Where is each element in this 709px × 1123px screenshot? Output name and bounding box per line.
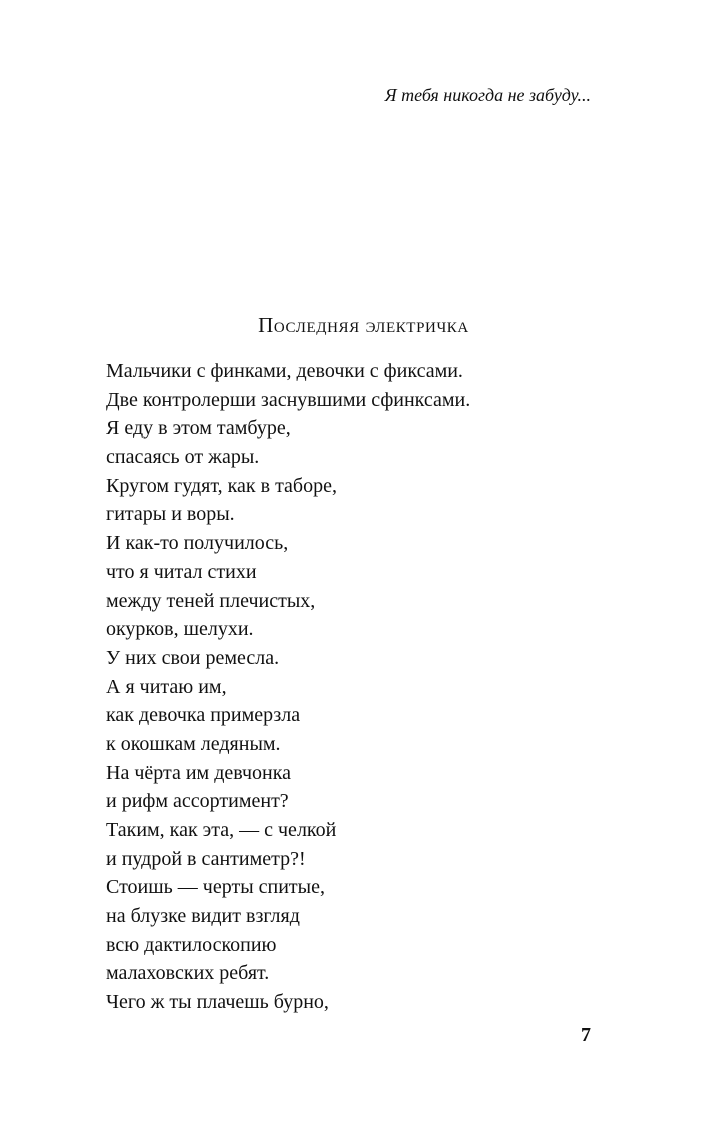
poem-line: А я читаю им, xyxy=(106,675,227,698)
poem-line: У них свои ремесла. xyxy=(106,646,280,669)
poem-line: Кругом гудят, как в таборе, xyxy=(106,474,337,497)
poem-line: между теней плечистых, xyxy=(106,589,316,612)
poem-line: Стоишь — черты спитые, xyxy=(106,876,325,899)
poem-line: малаховских ребят. xyxy=(106,962,270,985)
poem-line: и пудрой в сантиметр?! xyxy=(106,847,306,870)
poem-line: Мальчики с финками, девочки с фиксами. xyxy=(106,360,463,382)
poem-line: всю дактилоскопию xyxy=(106,933,277,956)
poem-line: И как-то получилось, xyxy=(106,532,289,555)
poem-line: Я еду в этом тамбуре, xyxy=(106,417,291,440)
poem-line: как девочка примерзла xyxy=(106,704,301,727)
poem-line: и рифм ассортимент? xyxy=(106,790,289,813)
poem-line: Таким, как эта, — с челкой xyxy=(106,819,337,841)
poem-line: гитары и воры. xyxy=(106,503,235,526)
poem-title: Последняя электричка xyxy=(258,313,469,337)
poem-line: спасаясь от жары. xyxy=(106,446,260,469)
poem-line: окурков, шелухи. xyxy=(106,618,254,641)
poem-line: Чего ж ты плачешь бурно, xyxy=(106,991,329,1014)
poem-line: к окошкам ледяным. xyxy=(106,732,281,755)
poem-line: на блузке видит взгляд xyxy=(106,905,300,928)
running-header: Я тебя никогда не забуду... xyxy=(384,85,591,105)
poem-line: На чёрта им девчонка xyxy=(106,761,291,784)
poem-line: Две контролерши заснувшими сфинксами. xyxy=(106,388,471,411)
poem-line: что я читал стихи xyxy=(106,560,257,583)
poem-body xyxy=(106,357,470,1017)
page-number: 7 xyxy=(581,1024,591,1046)
